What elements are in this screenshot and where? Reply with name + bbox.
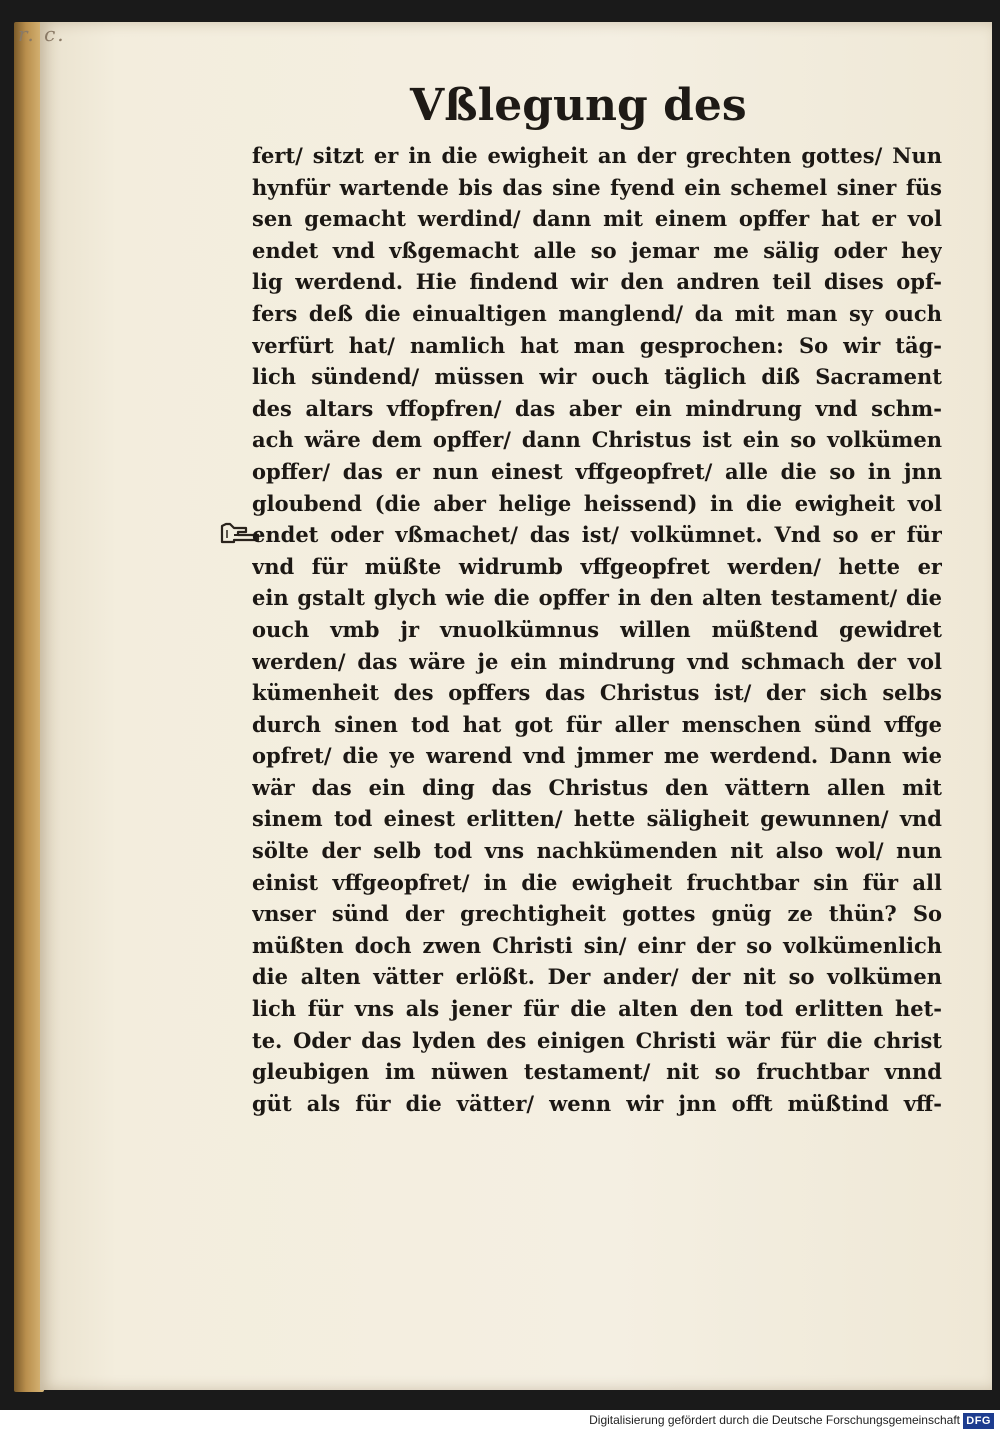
text-line: gloubend (die aber helige heissend) in die ewigheit vol <box>252 490 942 516</box>
text-line: die alten vätter erlößt. Der ander/ der nit so volkümen <box>252 964 942 990</box>
text-line: sinem tod einest erlitten/ hette säligheit gewunnen/ vnd <box>252 806 942 832</box>
text-line: opfret/ die ye warend vnd jmmer me werdend. Dann wie <box>252 743 942 769</box>
funding-credit: Digitalisierung gefördert durch die Deutsche Forschungsgemeinschaft <box>589 1413 960 1427</box>
text-line: endet oder vßmachet/ das ist/ volkümnet. Vnd so er für <box>252 522 942 548</box>
text-line: endet vnd vßgemacht alle so jemar me sälig oder hey <box>252 237 942 263</box>
text-line: sen gemacht werdind/ dann mit einem opffer hat er vol <box>252 206 942 232</box>
text-line: fert/ sitzt er in die ewigheit an der grechten gottes/ Nun <box>252 143 942 168</box>
text-line: verfürt hat/ namlich hat man gesprochen: So wir täg- <box>252 332 942 358</box>
body-text <box>252 140 942 1119</box>
text-line: durch sinen tod hat got für aller menschen sünd vffge <box>252 711 942 737</box>
text-line: lig werdend. Hie findend wir den andren teil dises opf- <box>252 269 942 295</box>
text-line: ein gstalt glych wie die opffer in den alten testament/ die <box>252 585 942 611</box>
text-line: wär das ein ding das Christus den vättern allen mit <box>252 774 942 800</box>
text-line: te. Oder das lyden des einigen Christi wär für die christ <box>252 1027 942 1053</box>
running-head: Vßlegung des <box>410 80 747 131</box>
corner-mark: r. c. <box>18 22 66 46</box>
text-line: sölte der selb tod vns nachkümenden nit also wol/ nun <box>252 838 942 864</box>
text-line: fers deß die einualtigen manglend/ da mit man sy ouch <box>252 300 942 326</box>
text-line: lich sündend/ müssen wir ouch täglich diß Sacrament <box>252 364 942 390</box>
text-line: gleubigen im nüwen testament/ nit so fruchtbar vnnd <box>252 1059 942 1085</box>
text-line: einist vffgeopfret/ in die ewigheit fruchtbar sin für all <box>252 869 942 895</box>
text-line: ach wäre dem opffer/ dann Christus ist ein so volkümen <box>252 427 942 453</box>
text-line: lich für vns als jener für die alten den tod erlitten het- <box>252 996 942 1022</box>
text-line: vnser sünd der grechtigheit gottes gnüg ze thün? So <box>252 901 942 927</box>
text-line: vnd für müßte widrumb vffgeopfret werden/ hette er <box>252 553 942 579</box>
text-line: müßten doch zwen Christi sin/ einr der so volkümenlich <box>252 932 942 958</box>
text-line: opffer/ das er nun einest vffgeopfret/ alle die so in jnn <box>252 458 942 484</box>
text-line: werden/ das wäre je ein mindrung vnd schmach der vol <box>252 648 942 674</box>
dfg-logo[interactable]: DFG <box>963 1413 994 1429</box>
text-line: güt als für die vätter/ wenn wir jnn offt müßtind vff- <box>252 1090 942 1116</box>
text-line: hynfür wartende bis das sine fyend ein schemel siner füs <box>252 174 942 200</box>
text-line: ouch vmb jr vnuolkümnus willen müßtend gewidret <box>252 616 942 642</box>
text-line: kümenheit des opffers das Christus ist/ der sich selbs <box>252 680 942 706</box>
text-line: des altars vffopfren/ das aber ein mindrung vnd schm- <box>252 395 942 421</box>
